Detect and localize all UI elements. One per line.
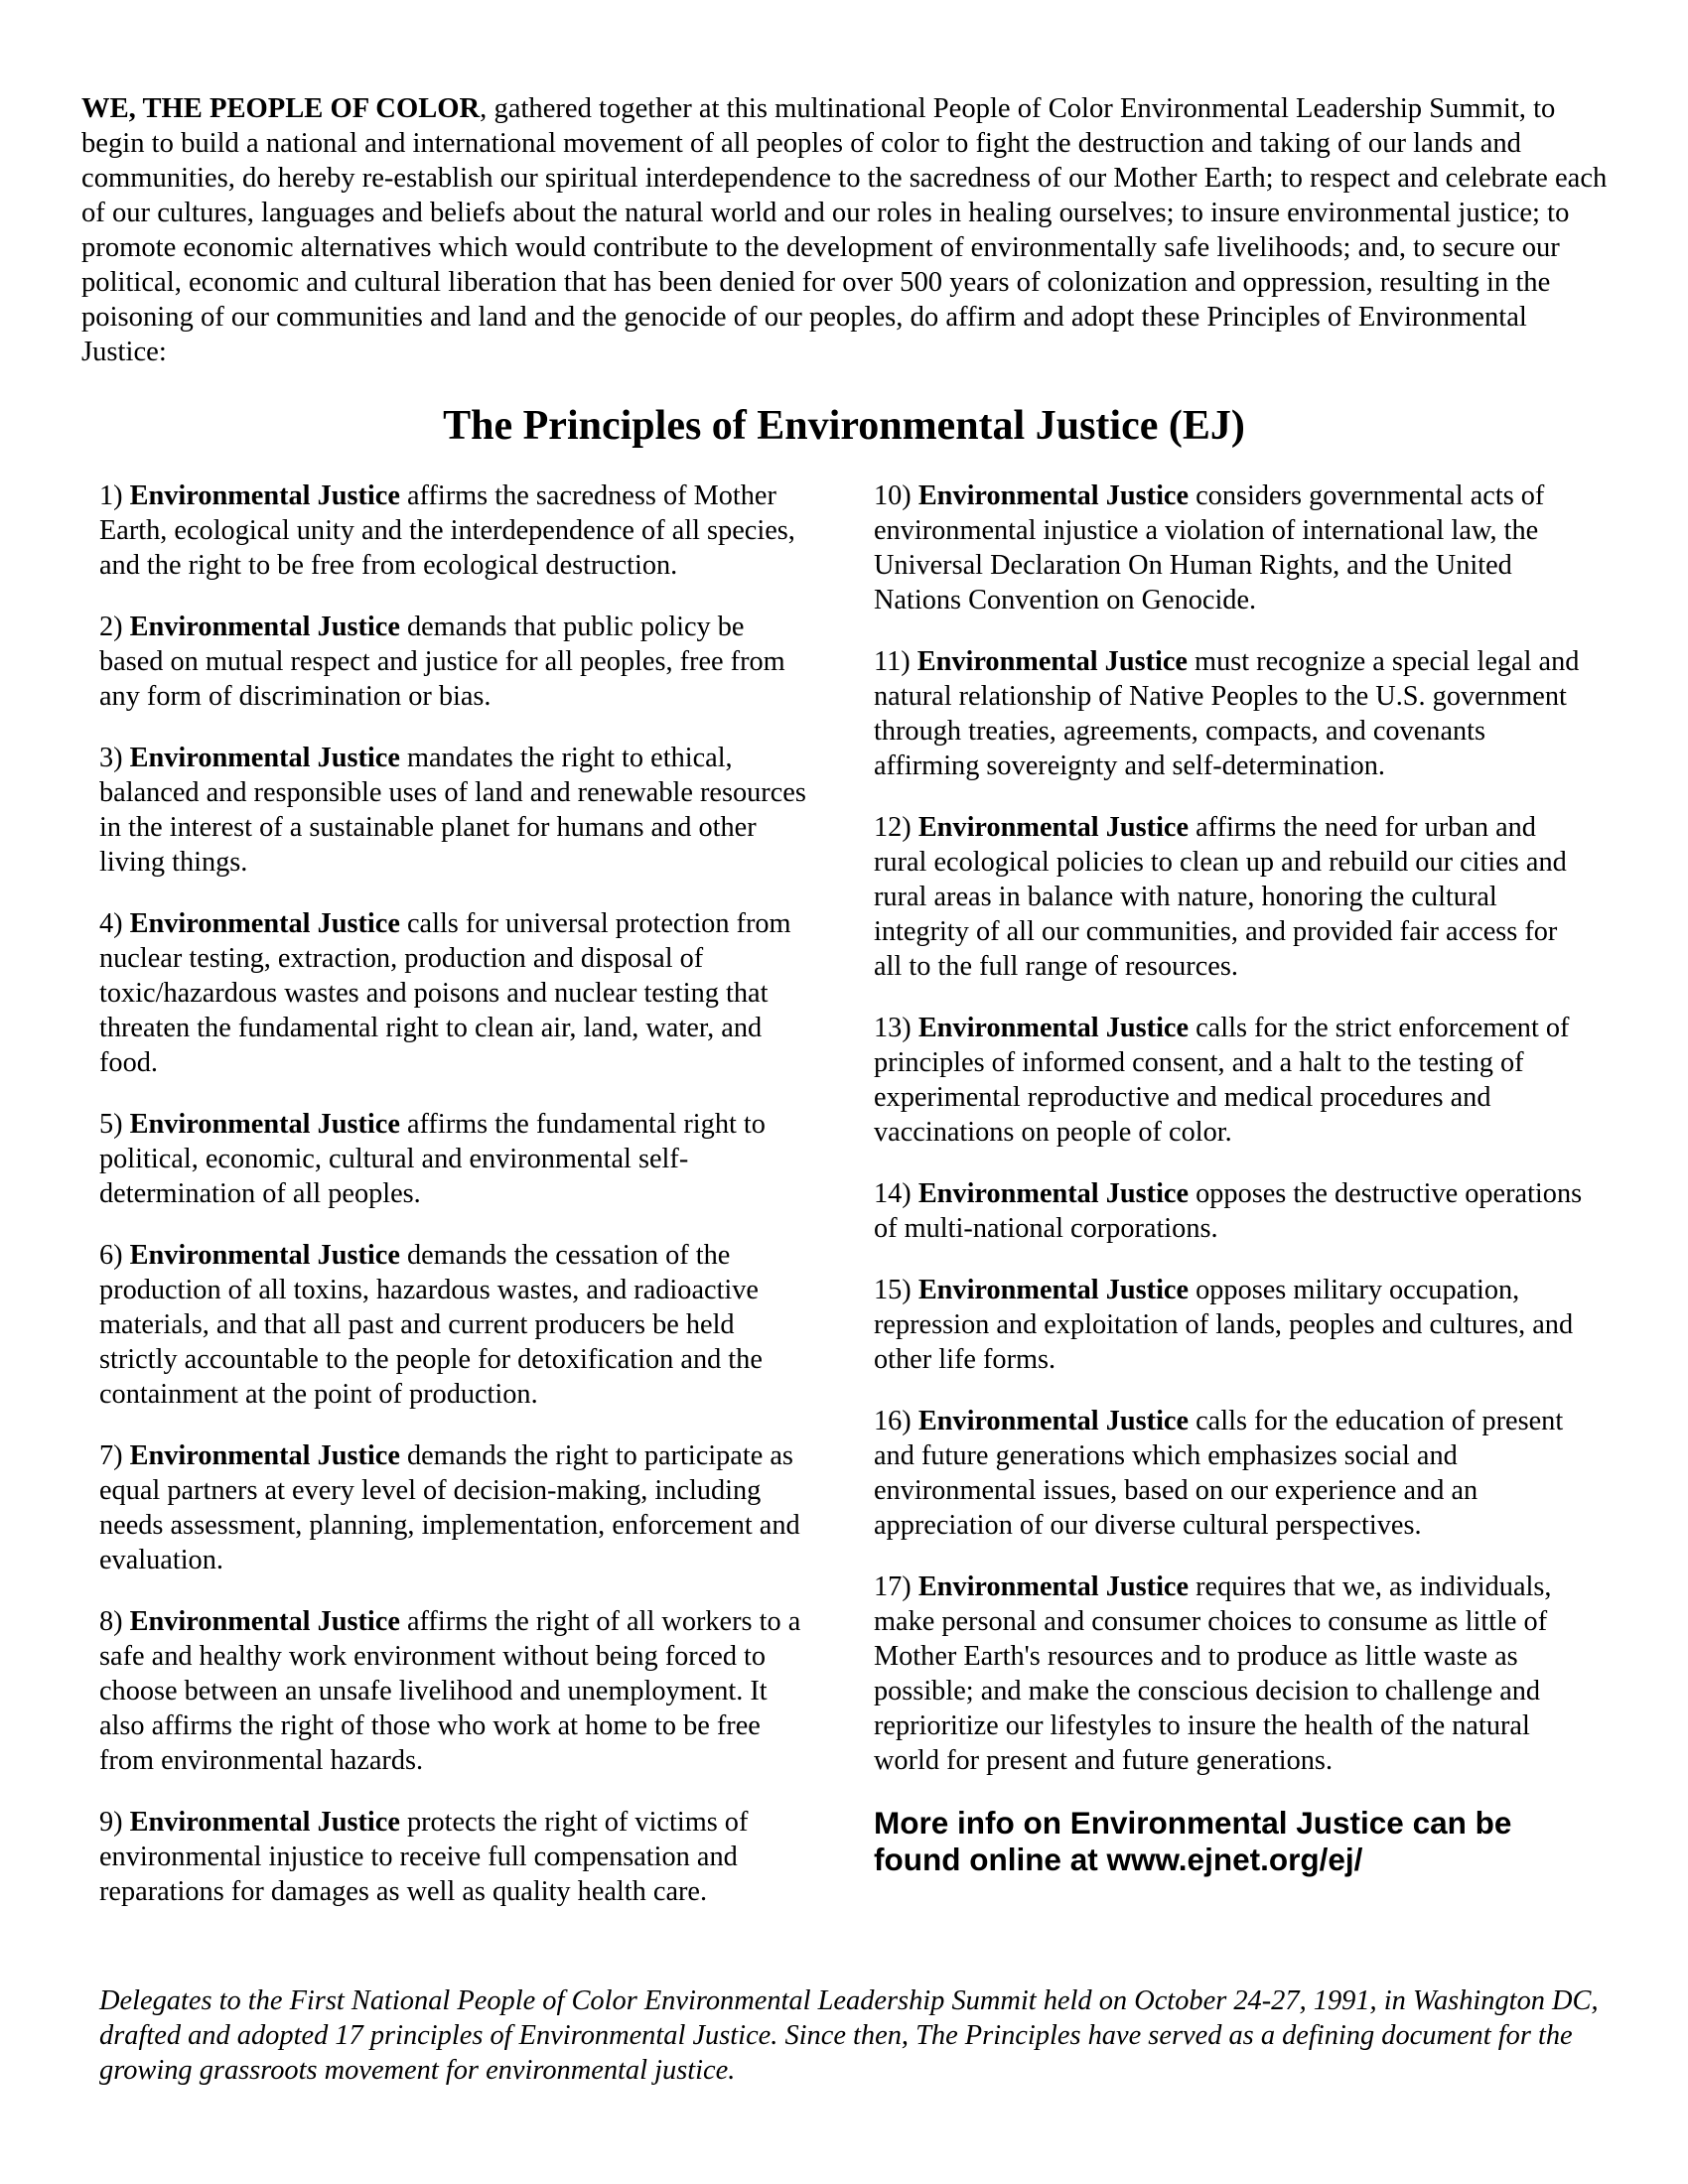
principle-text: protects the right of victims of environmental injustice to receive full compensation and reparations for damages as well as quality health care.	[99, 1807, 749, 1907]
principle-number: 8)	[99, 1606, 123, 1637]
principle-text: requires that we, as individuals, make personal and consumer choices to consume as little of Mother Earth's resources and to produce as little waste as possible; and make the conscious decision to challenge and reprioritize our lifestyles to insure the health of the natural world for present and future generations.	[874, 1571, 1552, 1776]
principle-number: 10)	[874, 480, 912, 511]
principle-text: affirms the fundamental right to political, economic, cultural and environmental self-determination of all peoples.	[99, 1109, 766, 1209]
principle-term: Environmental Justice	[917, 480, 1190, 511]
principle-term: Environmental Justice	[917, 812, 1190, 843]
principle-term: Environmental Justice	[129, 1240, 400, 1271]
principle-6	[99, 1238, 814, 1412]
principle-text: opposes the destructive operations of multi-national corporations.	[874, 1178, 1583, 1244]
preamble-lead: WE, THE PEOPLE OF COLOR	[81, 93, 481, 124]
principle-text: affirms the right of all workers to a safe and healthy work environment without being forced to choose between an unsafe livelihood and unemployment. It also affirms the right of those who work at home to be free from environmental hazards.	[99, 1606, 801, 1776]
principle-number: 11)	[874, 646, 911, 677]
preamble-paragraph	[81, 91, 1616, 369]
principle-text: demands the right to participate as equal partners at every level of decision-making, including needs assessment, planning, implementation, enforcement and evaluation.	[99, 1440, 800, 1575]
principle-number: 15)	[874, 1275, 912, 1305]
principle-text: calls for the education of present and future generations which emphasizes social and environmental issues, based on our experience and an appreciation of our diverse cultural perspectives.	[874, 1406, 1564, 1541]
principle-13	[874, 1011, 1589, 1150]
principle-2	[99, 610, 814, 714]
principle-number: 14)	[874, 1178, 912, 1209]
principle-term: Environmental Justice	[917, 1275, 1190, 1305]
principle-number: 1)	[99, 480, 123, 511]
principle-number: 9)	[99, 1807, 123, 1838]
principle-number: 3)	[99, 743, 123, 773]
principle-number: 17)	[874, 1571, 912, 1602]
principle-15	[874, 1273, 1589, 1377]
principle-16	[874, 1404, 1589, 1543]
principle-1	[99, 478, 814, 583]
principle-4	[99, 906, 814, 1080]
principle-term: Environmental Justice	[129, 908, 400, 939]
principle-number: 7)	[99, 1440, 123, 1471]
principle-8	[99, 1604, 814, 1778]
principle-17	[874, 1570, 1589, 1778]
principle-text: mandates the right to ethical, balanced and responsible uses of land and renewable resources in the interest of a sustainable planet for humans and other living things.	[99, 743, 806, 878]
principle-term: Environmental Justice	[129, 1606, 400, 1637]
principle-term: Environmental Justice	[129, 1440, 400, 1471]
principle-9	[99, 1805, 814, 1909]
principles-right-column	[874, 478, 1589, 1878]
principle-number: 6)	[99, 1240, 123, 1271]
footer-note: Delegates to the First National People of Color Environmental Leadership Summit held on October 24-27, 1991, in Washington DC, drafted and adopted 17 principles of Environmental Justice. Since then, The Principles have served as a defining document for the growing grassroots movement for environmental justice.	[99, 1985, 1599, 2086]
principle-term: Environmental Justice	[129, 480, 400, 511]
principle-10	[874, 478, 1589, 617]
principle-text: must recognize a special legal and natural relationship of Native Peoples to the U.S. government through treaties, agreements, compacts, and covenants affirming sovereignty and self-determination.	[874, 646, 1580, 781]
principle-number: 16)	[874, 1406, 912, 1436]
principle-11	[874, 644, 1589, 783]
principle-number: 5)	[99, 1109, 123, 1140]
principle-text: considers governmental acts of environmental injustice a violation of international law, the Universal Declaration On Human Rights, and the United Nations Convention on Genocide.	[874, 480, 1545, 615]
page-title: The Principles of Environmental Justice (EJ)	[443, 403, 1245, 449]
principle-term: Environmental Justice	[129, 1807, 400, 1838]
principle-term: Environmental Justice	[917, 1013, 1190, 1043]
principle-number: 4)	[99, 908, 123, 939]
principle-number: 12)	[874, 812, 912, 843]
principle-text: affirms the sacredness of Mother Earth, ecological unity and the interdependence of all species, and the right to be free from ecological destruction.	[99, 480, 795, 581]
principle-7	[99, 1438, 814, 1577]
principle-term: Environmental Justice	[129, 612, 400, 642]
principle-term: Environmental Justice	[916, 646, 1188, 677]
principle-term: Environmental Justice	[917, 1571, 1190, 1602]
preamble-text: , gathered together at this multinational People of Color Environmental Leadership Summit, to begin to build a national and international movement of all peoples of color to fight the destruction and taking of our lands and communities, do hereby re-establish our spiritual interdependence to the sacredness of our Mother Earth; to respect and celebrate each of our cultures, languages and beliefs about the natural world and our roles in healing ourselves; to insure environmental justice; to promote economic alternatives which would contribute to the development of environmentally safe livelihoods; and, to secure our political, economic and cultural liberation that has been denied for over 500 years of colonization and oppression, resulting in the poisoning of our communities and land and the genocide of our peoples, do affirm and adopt these Principles of Environmental Justice:	[81, 93, 1608, 367]
more-info-text: More info on Environmental Justice can be found online at www.ejnet.org/ej/	[874, 1805, 1512, 1877]
principle-term: Environmental Justice	[917, 1406, 1190, 1436]
principle-text: affirms the need for urban and rural ecological policies to clean up and rebuild our cities and rural areas in balance with nature, honoring the cultural integrity of all our communities, and provided fair access for all to the full range of resources.	[874, 812, 1567, 982]
principle-number: 2)	[99, 612, 123, 642]
principle-term: Environmental Justice	[917, 1178, 1190, 1209]
principle-5	[99, 1107, 814, 1211]
principles-left-column	[99, 478, 814, 1936]
principle-term: Environmental Justice	[129, 743, 400, 773]
principle-text: calls for the strict enforcement of principles of informed consent, and a halt to the testing of experimental reproductive and medical procedures and vaccinations on people of color.	[874, 1013, 1570, 1148]
principle-text: opposes military occupation, repression and exploitation of lands, peoples and cultures, and other life forms.	[874, 1275, 1574, 1375]
principle-text: calls for universal protection from nuclear testing, extraction, production and disposal of toxic/hazardous wastes and poisons and nuclear testing that threaten the fundamental right to clean air, land, water, and food.	[99, 908, 791, 1078]
principle-text: demands the cessation of the production of all toxins, hazardous wastes, and radioactive materials, and that all past and current producers be held strictly accountable to the people for detoxification and the containment at the point of production.	[99, 1240, 763, 1410]
principle-number: 13)	[874, 1013, 912, 1043]
principle-3	[99, 741, 814, 880]
principle-text: demands that public policy be based on mutual respect and justice for all peoples, free from any form of discrimination or bias.	[99, 612, 785, 712]
principle-14	[874, 1176, 1589, 1246]
principle-term: Environmental Justice	[129, 1109, 400, 1140]
principle-12	[874, 810, 1589, 984]
